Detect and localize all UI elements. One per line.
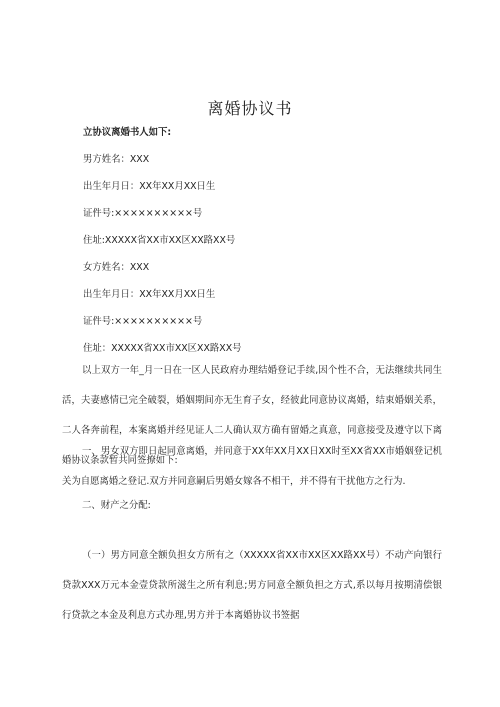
- paragraph-background: 以上双方一年_月一日在一区人民政府办理结婚登记手续,因个性不合，无法继续共同生活，夫妻感情已完全破裂，婚姻期间亦无生育子女，经彼此同意协议离婚，结束婚姻关系，二人各奔前程，本案离婚并经见证人二人确认双方确有留婚之真意，同意接受及遵守以下离婚协议条款暂共同签撩如下:: [62, 365, 442, 466]
- paragraph-article-one: 一、男女双方即日起同意离婚，并同意于XX年XX月XX日XX时至XX省XX市婚姻登记机关为自愿离婚之登记.双方并同意嗣后男婚女嫁各不相干，并不得有干扰他方之行为.: [62, 446, 442, 487]
- male-address: 住址:XXXXX省XX市XX区XX路XX号: [83, 235, 236, 246]
- paragraph-property-clause: （一）男方同意全额负担女方所有之（XXXXX省XX市XX区XX路XX号）不动产向银行贷款XXX万元本金壹贷款所滋生之所有利息;男方同意全额负担之方式,系以每月按期清偿银行贷款之本金及利息方式办理,男方并于本离婚协议书签据: [62, 550, 442, 621]
- male-name: 男方姓名：XXX: [83, 154, 150, 165]
- document-title: 离婚协议书: [207, 99, 293, 118]
- female-birth: 出生年月日：XX年XX月XX日生: [83, 289, 216, 300]
- male-id: 证件号:××××××××××号: [83, 208, 203, 219]
- male-birth: 出生年月日：XX年XX月XX日生: [83, 181, 216, 192]
- female-name: 女方姓名：XXX: [83, 262, 150, 273]
- female-address: 住址：XXXXX省XX市XX区XX路XX号: [83, 343, 242, 354]
- female-id: 证件号:××××××××××号: [83, 316, 203, 327]
- paragraph-article-two-heading: 二、财产之分配:: [82, 500, 151, 511]
- intro-line: 立协议离婚书人如下:: [83, 127, 172, 138]
